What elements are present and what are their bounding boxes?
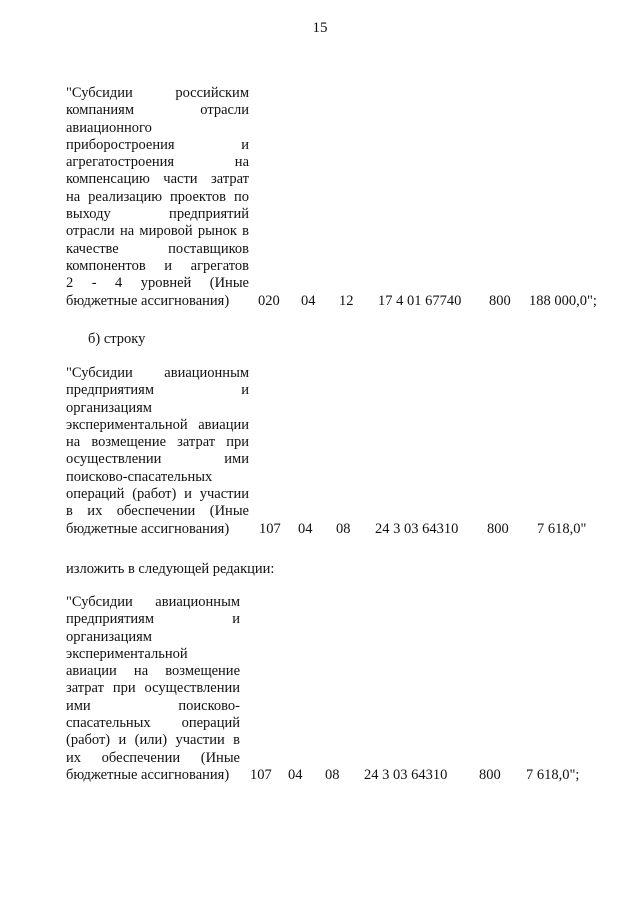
note-b: б) строку xyxy=(88,331,146,347)
row2-target-article: 24 3 03 64310 xyxy=(375,521,459,537)
row1-section-code: 04 xyxy=(301,293,316,309)
row2-description xyxy=(66,365,249,538)
row1-line: приборостроения и xyxy=(66,136,249,153)
row1-line: бюджетные ассигнования) xyxy=(66,292,230,309)
row2-ministry-code: 107 xyxy=(259,521,281,537)
row2-line: предприятиям и xyxy=(66,382,249,399)
row3-line: их обеспечении (Иные xyxy=(66,749,240,766)
row1-line: выходу предприятий xyxy=(66,206,249,223)
row1-subsection-code: 12 xyxy=(339,293,354,309)
row2-line: операций (работ) и участии xyxy=(66,486,249,503)
row1-line: "Субсидии российским xyxy=(66,85,249,101)
row3-section-code: 04 xyxy=(288,767,303,783)
row2-line: экспериментальной авиации xyxy=(66,416,249,433)
row2-line: осуществлении ими xyxy=(66,451,249,468)
row3-subsection-code: 08 xyxy=(325,767,340,783)
row2-line: на возмещение затрат при xyxy=(66,434,249,451)
row3-amount: 7 618,0"; xyxy=(526,767,580,783)
row3-line: бюджетные ассигнования) xyxy=(66,766,230,783)
row1-ministry-code: 020 xyxy=(258,293,280,309)
row2-expense-type: 800 xyxy=(487,521,509,537)
row2-line: организациям xyxy=(66,399,152,416)
row2-line: "Субсидии авиационным xyxy=(66,365,249,381)
row1-amount: 188 000,0"; xyxy=(529,293,597,309)
row3-line: "Субсидии авиационным xyxy=(66,594,240,610)
row2-amount: 7 618,0" xyxy=(537,521,587,537)
row1-line: компенсацию части затрат xyxy=(66,171,249,188)
row2-subsection-code: 08 xyxy=(336,521,351,537)
row1-expense-type: 800 xyxy=(489,293,511,309)
page-number: 15 xyxy=(312,20,328,36)
note-edit: изложить в следующей редакции: xyxy=(66,561,275,577)
row3-expense-type: 800 xyxy=(479,767,501,783)
row1-target-article: 17 4 01 67740 xyxy=(378,293,462,309)
row1-line: компаниям отрасли xyxy=(66,102,249,119)
row1-line: 2 - 4 уровней (Иные xyxy=(66,275,249,292)
row1-line: авиационного xyxy=(66,119,152,136)
row3-line: предприятиям и xyxy=(66,611,240,628)
row3-line: авиации на возмещение xyxy=(66,663,240,680)
row3-line: затрат при осуществлении xyxy=(66,680,240,697)
row1-line: на реализацию проектов по xyxy=(66,188,249,205)
row3-line: организациям xyxy=(66,628,152,645)
row3-ministry-code: 107 xyxy=(250,767,272,783)
row3-description xyxy=(66,594,240,784)
row2-line: поисково-спасательных xyxy=(66,468,213,485)
row3-line: экспериментальной xyxy=(66,645,188,662)
row1-line: отрасли на мировой рынок в xyxy=(66,223,249,240)
row1-line: качестве поставщиков xyxy=(66,240,249,257)
row1-line: компонентов и агрегатов xyxy=(66,257,249,274)
row3-line: (работ) и (или) участии в xyxy=(66,732,240,749)
row1-description xyxy=(66,85,249,310)
row3-target-article: 24 3 03 64310 xyxy=(364,767,448,783)
row2-line: в их обеспечении (Иные xyxy=(66,503,249,520)
row2-line: бюджетные ассигнования) xyxy=(66,520,230,537)
row3-line: ими поисково- xyxy=(66,697,240,714)
row1-line: агрегатостроения на xyxy=(66,154,249,171)
row2-section-code: 04 xyxy=(298,521,313,537)
row3-line: спасательных операций xyxy=(66,715,240,732)
